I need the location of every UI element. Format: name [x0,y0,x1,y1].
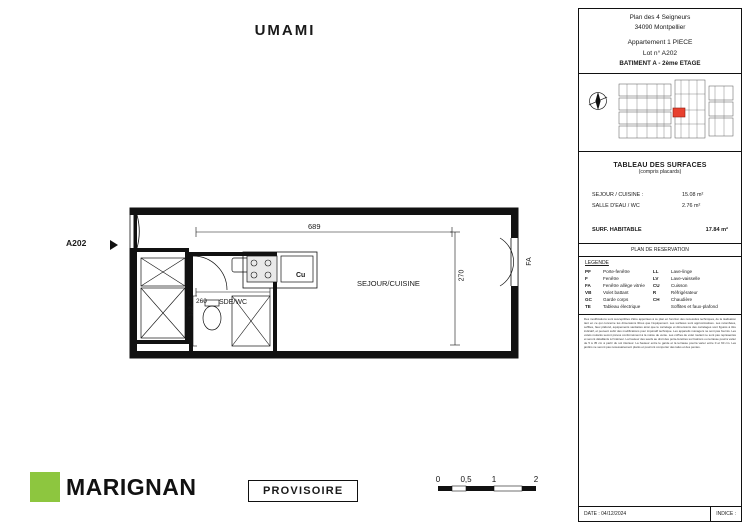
surfaces-subtitle: (compris placards) [638,169,682,176]
scale-bar [430,474,550,500]
surface-value: 15.08 m² [682,192,704,199]
legend-text: Réfrigérateur [670,290,698,296]
svg-text:2: 2 [533,475,539,484]
address-line-2: 34090 Montpellier [634,23,686,31]
brand-name: MARIGNAN [66,473,197,500]
legend-column-right [653,268,718,311]
dim-122-label: 122 [187,306,195,317]
reservation-note: PLAN DE RESERVATION [579,244,741,257]
total-value: 17.84 m² [705,226,728,233]
legend-column-left [585,268,645,311]
list-item [653,303,718,310]
legend-text: Volet battant [603,290,629,296]
legend-code: F [585,275,588,281]
key-plan-diagram [617,78,737,152]
svg-text:0,5: 0,5 [460,475,472,484]
surfaces-title: TABLEAU DES SURFACES [613,162,707,170]
list-item [585,268,645,275]
dim-width-label: 689 [308,222,321,231]
window-tag-label: FA [525,257,533,266]
status-badge: PROVISOIRE [248,480,358,502]
list-item [585,289,645,296]
legend-text: Garde corps [603,297,629,303]
legend-code [653,303,667,310]
legend-code: LV [652,275,659,281]
list-item [653,268,718,275]
surfaces-table [584,180,736,239]
room-label-bathroom: SDE/WC [219,299,247,306]
unit-pointer-icon [110,240,118,250]
list-item [653,275,718,282]
panel-footer [579,506,741,521]
key-plan-block [579,74,741,152]
total-row [592,227,728,233]
list-item [653,282,718,289]
legend-code: CU [652,282,660,288]
legend-text: Porte-fenêtre [603,268,630,274]
index-field [711,507,741,521]
surface-label: SEJOUR / CUISINE : [592,192,644,199]
surface-value: 2.76 m² [682,202,701,209]
table-row [592,190,728,200]
surface-label: SALLE D'EAU / WC [592,202,640,209]
kitchen-tag-label: Cu [296,272,306,279]
legend-text: Chaudière [670,297,693,303]
room-label-main: SEJOUR/CUISINE [357,279,420,288]
legend-code: GC [585,297,592,303]
legend-text: Soffites et faux-plafond [670,304,718,310]
lot-number: Lot n° A202 [642,49,678,57]
legend-text: Lave-vaisselle [670,275,700,281]
brand-logo [30,472,197,502]
list-item [585,282,645,289]
apartment-type: Appartement 1 PIECE [627,39,693,47]
total-label: SURF. HABITABLE [592,226,642,233]
legend-code: CH [652,297,660,303]
address-line-1: Plan des 4 Seigneurs [629,14,691,21]
legend-code: TE [585,304,591,310]
page-title: UMAMI [254,22,316,39]
address-block [579,9,741,74]
compass-icon [585,88,611,114]
legend-code: PF [585,268,591,274]
legend-text: Lave-linge [670,268,693,274]
info-panel [578,8,742,522]
legend-code: VB [585,290,592,296]
svg-text:0: 0 [435,475,441,484]
list-item [585,296,645,303]
list-item [653,289,718,296]
date-value: 04/12/2024 [601,511,627,517]
table-row [592,201,728,211]
dim-260-label: 260 [196,298,207,305]
disclaimer-text: Des modifications sont susceptibles d'être apportées à ce plan en fonction des nécessités techniques, de la réalisation tant en ce qui concerne les dimensions libres que l'équipement. Les surfaces sont approximatives. Les retombées, soffites, faux plafond, équipements sanitaires ainsi que le carrelage et dimensions des carrelages sont figurés à titre indicatif, et peuvent subir des modifications pour impératif technique. Les appareils ménagers ne sont pas fournis. Les volets roulants seront prévus conformément à la notice de vente. Les coffres de volet roulant ne sont pas représentés et seront détaillants à l'intérieur. La hauteur des seuils au droit des porte-fenêtres sur balcons ou terrasse pourra varier de 5 à 35 cm à partir du sol intérieur. La hauteur entre le garde et la terrasse pourra varier entre 0 et 60 cm. Les jardins ne seront pas nécessairement plants et pourront comporter des talus et des pentes. [584,317,736,349]
date-field [579,507,711,521]
list-item [585,275,645,282]
legend-text: Cuisson [670,282,688,288]
brand-mark-icon [30,472,60,502]
list-item [585,303,645,310]
index-label: INDICE : [716,511,736,517]
list-item [653,296,718,303]
legend-text: Tableau électrique [603,304,641,310]
legend-code: LL [652,268,659,274]
legend-code: R [652,290,657,296]
dim-height-label: 270 [458,269,466,282]
date-label: DATE : [584,511,600,517]
legend-block [579,257,741,316]
legend-text: Fenêtre [603,275,619,281]
building-floor: BATIMENT A - 2ème ETAGE [619,60,701,68]
legend-code: FA [585,282,591,288]
unit-tag: A202 [66,238,87,248]
svg-text:1: 1 [491,475,497,484]
legend-text: Fenêtre allège vitrée [603,282,645,288]
legend-title: LEGENDE [585,259,609,266]
surfaces-block [579,152,741,244]
